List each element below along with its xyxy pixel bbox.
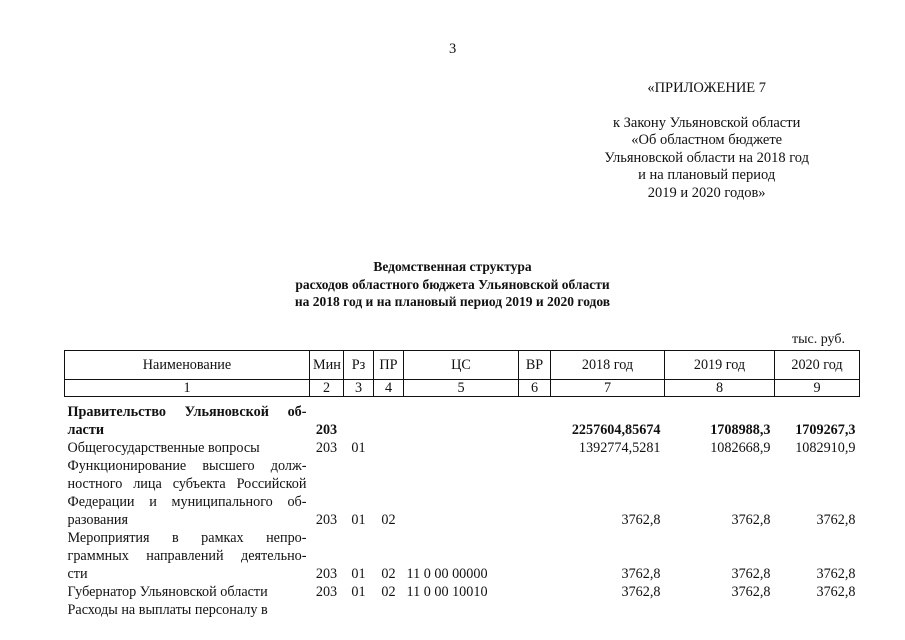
min-cell: 203 [315,440,338,456]
row-name-line: Общегосударственные вопросы [67,440,260,456]
pr-cell: 02 [381,566,396,582]
row-name-line: ностного лица субъекта Российской [67,476,307,492]
table-row [65,583,860,601]
rz-cell [344,601,374,619]
row-name-cell [65,397,310,440]
table-row [65,457,860,529]
amount-2019-cell: 3762,8 [731,566,771,582]
amount-2018-cell: 2257604,85674 [571,422,661,438]
appendix-title: «ПРИЛОЖЕНИЕ 7 [647,80,767,96]
amount-2020-cell: 1082910,9 [795,440,856,456]
vr-cell [519,583,551,601]
header-2018: 2018 год [551,351,665,380]
table-header-row [65,351,860,380]
document-title-line: Ведомственная структура [373,259,532,274]
rz-cell [344,397,374,440]
amount-2018-cell [551,601,665,619]
row-name-line: ласти [67,422,104,438]
row-name-line: Правительство Ульяновской об- [67,404,307,420]
row-name-cell [65,439,310,457]
units-label: тыс. руб. [792,332,845,347]
row-name-cell [65,601,310,619]
appendix-line: и на плановый период [638,167,776,183]
amount-2019-cell: 3762,8 [731,584,771,600]
vr-cell [519,397,551,440]
cs-cell [404,457,519,529]
amount-2018-cell: 3762,8 [621,566,661,582]
rz-cell: 01 [351,512,366,528]
table-index-row [65,380,860,397]
index-cell: 7 [551,380,665,397]
row-name-line: Функционирование высшего долж- [67,458,307,474]
row-name-line: граммных направлений деятельно- [67,548,307,564]
table-row [65,439,860,457]
index-cell: 9 [775,380,860,397]
header-vr: ВР [519,351,551,380]
amount-2020-cell: 3762,8 [816,512,856,528]
amount-2018-cell: 3762,8 [621,512,661,528]
index-cell: 2 [310,380,344,397]
budget-table [64,350,860,619]
pr-cell [374,397,404,440]
index-cell: 5 [404,380,519,397]
header-2019: 2019 год [665,351,775,380]
index-cell: 3 [344,380,374,397]
min-cell: 203 [315,422,338,438]
cs-cell [404,439,519,457]
min-cell: 203 [315,512,338,528]
amount-2019-cell [665,601,775,619]
min-cell [310,601,344,619]
table-row [65,601,860,619]
vr-cell [519,439,551,457]
row-name-line: сти [67,566,88,582]
amount-2020-cell: 3762,8 [816,584,856,600]
amount-2020-cell [775,601,860,619]
cs-cell [404,601,519,619]
vr-cell [519,601,551,619]
index-cell: 8 [665,380,775,397]
row-name-cell [65,529,310,583]
vr-cell [519,457,551,529]
header-pr: ПР [374,351,404,380]
row-name-line: Федерации и муниципального об- [67,494,307,510]
amount-2019-cell: 3762,8 [731,512,771,528]
header-cs: ЦС [404,351,519,380]
appendix-line: 2019 и 2020 годов» [647,184,766,201]
index-cell: 4 [374,380,404,397]
amount-2019-cell: 1082668,9 [710,440,771,456]
amount-2018-cell: 3762,8 [621,584,661,600]
min-cell: 203 [315,584,338,600]
row-name-line: Губернатор Ульяновской области [67,584,268,600]
row-name-cell [65,583,310,601]
table-row [65,529,860,583]
document-title-line: расходов областного бюджета Ульяновской области [295,276,610,292]
pr-cell: 02 [381,584,396,600]
row-name-line: Расходы на выплаты персоналу в [67,602,268,618]
cs-cell [404,397,519,440]
appendix-block [604,80,809,202]
pr-cell: 02 [381,512,396,528]
row-name-line: Мероприятия в рамках непро- [67,530,307,546]
amount-2020-cell: 3762,8 [816,566,856,582]
appendix-line: Ульяновской области на 2018 год [604,149,809,166]
rz-cell: 01 [351,584,366,600]
header-name: Наименование [65,351,310,380]
header-rz: Рз [344,351,374,380]
pr-cell [374,601,404,619]
amount-2019-cell: 1708988,3 [710,422,771,438]
document-title [0,258,905,311]
page-number: 3 [449,41,457,57]
amount-2018-cell: 1392774,5281 [578,440,661,456]
index-cell: 6 [519,380,551,397]
index-cell: 1 [65,380,310,397]
table-row [65,397,860,440]
vr-cell [519,529,551,583]
cs-cell: 11 0 00 00000 [406,566,488,582]
amount-2020-cell: 1709267,3 [795,422,856,438]
header-min: Мин [310,351,344,380]
appendix-line: к Закону Ульяновской области [613,114,801,131]
document-title-line: на 2018 год и на плановый период 2019 и 2020 годов [294,294,611,309]
min-cell: 203 [315,566,338,582]
cs-cell: 11 0 00 10010 [406,584,488,600]
appendix-spacer [604,98,809,115]
rz-cell: 01 [351,440,366,456]
appendix-line: «Об областном бюджете [631,132,783,148]
header-2020: 2020 год [775,351,860,380]
rz-cell: 01 [351,566,366,582]
row-name-cell [65,457,310,529]
row-name-line: разования [67,512,129,528]
pr-cell [374,439,404,457]
